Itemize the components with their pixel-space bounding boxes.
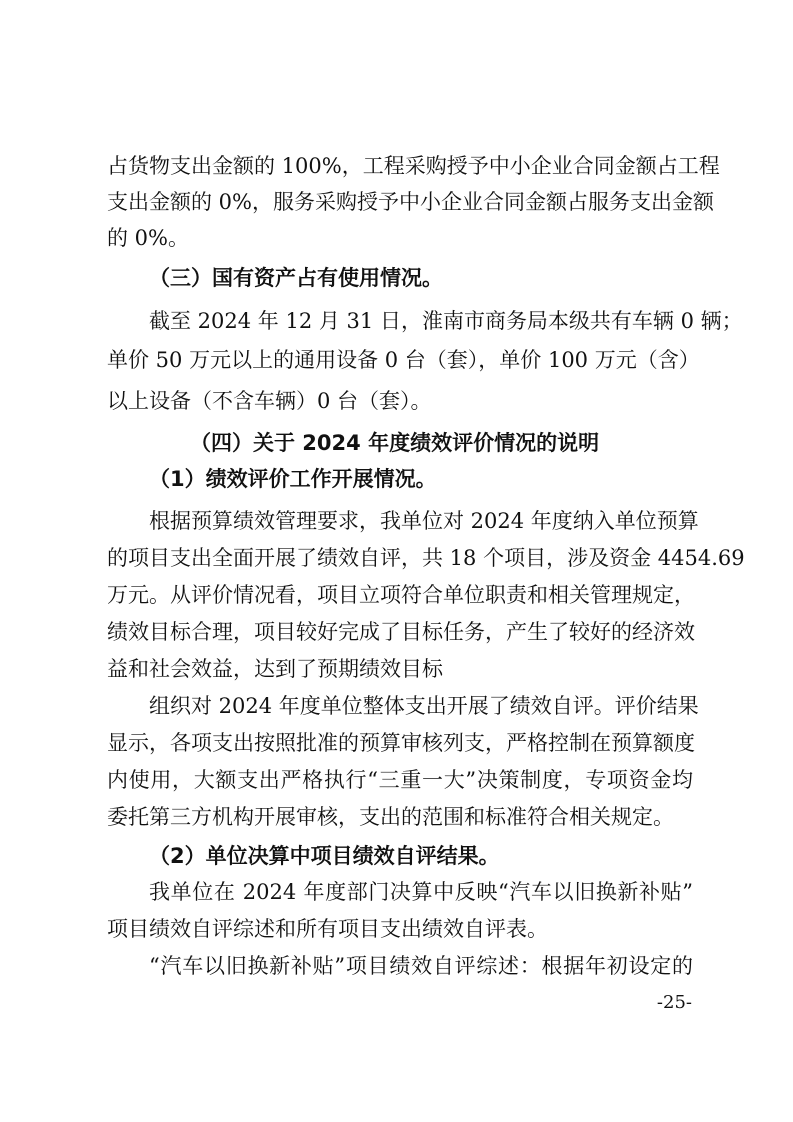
paragraph-line: 项目绩效自评综述和所有项目支出绩效自评表。 xyxy=(107,917,548,941)
paragraph-line: 我单位在 2024 年度部门决算中反映“汽车以旧换新补贴” xyxy=(149,880,693,904)
paragraph-line: 委托第三方机构开展审核，支出的范围和标准符合相关规定。 xyxy=(107,805,674,829)
paragraph-line: 的 0%。 xyxy=(107,226,189,250)
paragraph-line: “汽车以旧换新补贴”项目绩效自评综述：根据年初设定的 xyxy=(149,954,693,978)
paragraph-line: 单价 50 万元以上的通用设备 0 台（套），单价 100 万元（含） xyxy=(107,348,700,372)
paragraph-line: 组织对 2024 年度单位整体支出开展了绩效自评。评价结果 xyxy=(149,694,699,718)
section-heading: （三）国有资产占有使用情况。 xyxy=(149,266,443,290)
paragraph-line: 支出金额的 0%，服务采购授予中小企业合同金额占服务支出金额 xyxy=(107,190,714,214)
paragraph-line: 益和社会效益，达到了预期绩效目标 xyxy=(107,657,443,681)
paragraph-line: 根据预算绩效管理要求，我单位对 2024 年度纳入单位预算 xyxy=(149,509,699,533)
paragraph-line: 截至 2024 年 12 月 31 日，淮南市商务局本级共有车辆 0 辆； xyxy=(149,309,743,333)
subsection-heading: （1）绩效评价工作开展情况。 xyxy=(149,467,437,491)
paragraph-line: 万元。从评价情况看，项目立项符合单位职责和相关管理规定， xyxy=(107,583,695,607)
section-heading: （四）关于 2024 年度绩效评价情况的说明 xyxy=(190,431,600,455)
paragraph-line: 占货物支出金额的 100%，工程采购授予中小企业合同金额占工程 xyxy=(107,154,720,178)
paragraph-line: 的项目支出全面开展了绩效自评，共 18 个项目，涉及资金 4454.69 xyxy=(107,546,745,570)
paragraph-line: 以上设备（不含车辆）0 台（套）。 xyxy=(107,389,432,413)
paragraph-line: 显示，各项支出按照批准的预算审核列支，严格控制在预算额度 xyxy=(107,731,695,755)
subsection-heading: （2）单位决算中项目绩效自评结果。 xyxy=(149,844,500,868)
paragraph-line: 内使用，大额支出严格执行“三重一大”决策制度，专项资金均 xyxy=(107,768,693,792)
page-number: -25- xyxy=(656,992,692,1013)
paragraph-line: 绩效目标合理，项目较好完成了目标任务，产生了较好的经济效 xyxy=(107,620,695,644)
